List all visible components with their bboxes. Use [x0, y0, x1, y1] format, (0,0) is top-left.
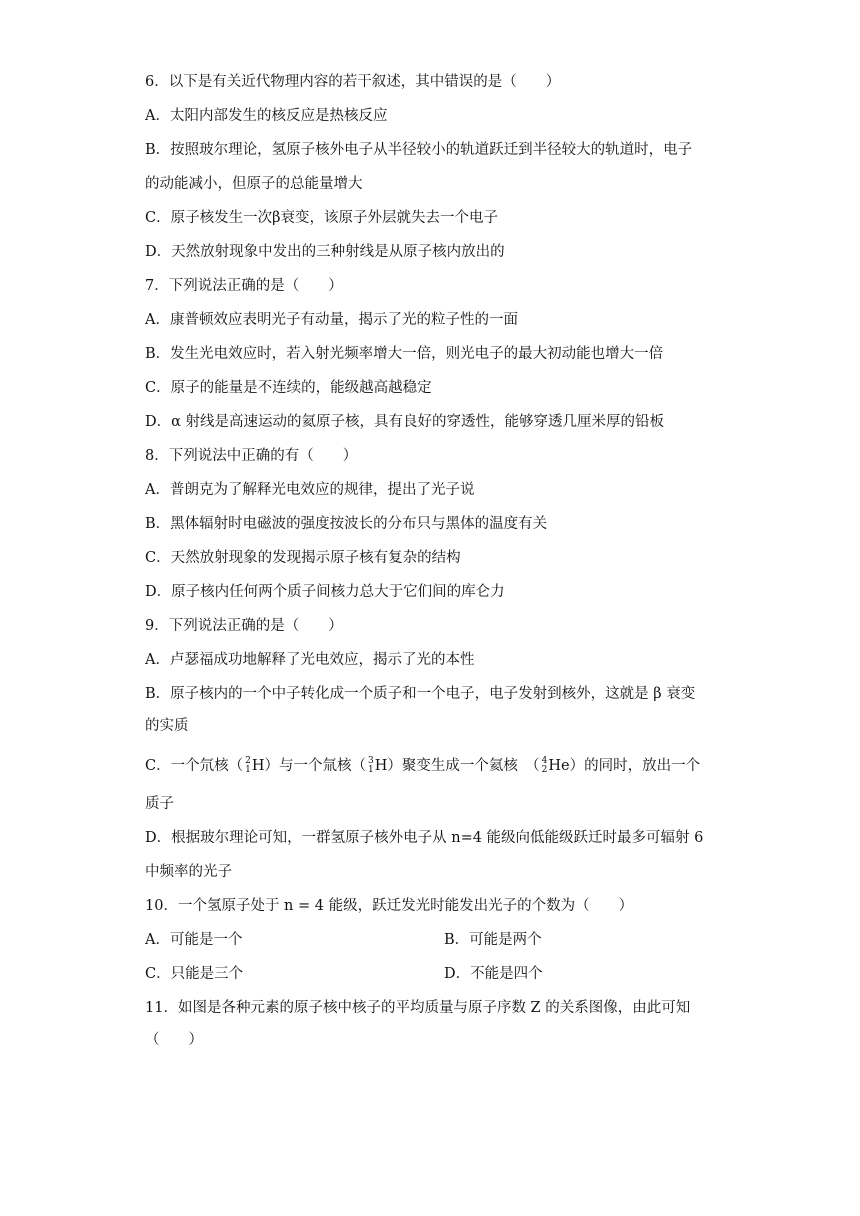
q9-c-text-2: ）与一个氚核（	[264, 758, 366, 774]
q9-c-text-4: ）的同时，放出一个	[569, 758, 701, 774]
q9-c-text-1: C．一个氘核（	[145, 758, 244, 774]
q7-option-d: D．α 射线是高速运动的氦原子核，具有良好的穿透性，能够穿透几厘米厚的铅板	[145, 414, 665, 430]
q8-option-a: A．普朗克为了解释光电效应的规律，提出了光子说	[145, 482, 475, 498]
q9-option-b-line2: 的实质	[145, 718, 189, 734]
q8-stem: 8．下列说法中正确的有（ ）	[145, 448, 358, 464]
tritium-isotope	[368, 757, 374, 775]
iso3-mass: 4	[541, 756, 548, 766]
q6-option-b-line2: 的动能减小，但原子的总能量增大	[145, 176, 363, 192]
q8-option-c: C．天然放射现象的发现揭示原子核有复杂的结构	[145, 550, 461, 566]
iso2-symbol: H	[374, 758, 388, 774]
q11-stem-paren: （ ）	[145, 1032, 203, 1048]
q6-option-a: A．太阳内部发生的核反应是热核反应	[145, 108, 388, 124]
q9-c-text-3: ）聚变生成一个氦核 （	[387, 758, 540, 774]
q6-option-c: C．原子核发生一次β衰变，该原子外层就失去一个电子	[145, 210, 498, 226]
q10-option-a: A．可能是一个	[145, 932, 243, 948]
q6-stem: 6．以下是有关近代物理内容的若干叙述，其中错误的是（ ）	[145, 74, 561, 90]
q9-option-c-line1	[145, 756, 700, 776]
iso1-mass: 2	[245, 756, 251, 766]
q7-option-a: A．康普顿效应表明光子有动量，揭示了光的粒子性的一面	[145, 312, 518, 328]
q7-option-c: C．原子的能量是不连续的，能级越高越稳定	[145, 380, 432, 396]
iso2-mass: 3	[368, 756, 374, 766]
q7-stem: 7．下列说法正确的是（ ）	[145, 278, 343, 294]
iso1-symbol: H	[251, 758, 265, 774]
q11-stem: 11．如图是各种元素的原子核中核子的平均质量与原子序数 Z 的关系图像，由此可知	[145, 1000, 691, 1016]
q10-option-d: D．不能是四个	[444, 966, 543, 982]
q9-option-c-line2: 质子	[145, 796, 174, 812]
q9-option-b-line1: B．原子核内的一个中子转化成一个质子和一个电子，电子发射到核外，这就是 β 衰变	[145, 686, 696, 702]
q9-stem: 9．下列说法正确的是（ ）	[145, 618, 343, 634]
q7-option-b: B．发生光电效应时，若入射光频率增大一倍，则光电子的最大初动能也增大一倍	[145, 346, 664, 362]
iso1-number: 1	[245, 765, 251, 775]
q10-option-c: C．只能是三个	[145, 966, 244, 982]
q8-option-d: D．原子核内任何两个质子间核力总大于它们间的库仑力	[145, 584, 505, 600]
q9-option-d-line2: 中频率的光子	[145, 864, 232, 880]
q9-option-a: A．卢瑟福成功地解释了光电效应，揭示了光的本性	[145, 652, 475, 668]
q9-option-d-line1: D．根据玻尔理论可知，一群氢原子核外电子从 n=4 能级向低能级跃迁时最多可辐射 6	[145, 830, 704, 846]
iso3-symbol: He	[548, 758, 570, 774]
deuterium-isotope	[245, 757, 251, 775]
q10-option-b: B．可能是两个	[444, 932, 542, 948]
q8-option-b: B．黑体辐射时电磁波的强度按波长的分布只与黑体的温度有关	[145, 516, 548, 532]
iso3-number: 2	[541, 765, 548, 775]
iso2-number: 1	[368, 765, 374, 775]
q10-stem: 10．一个氢原子处于 n = 4 能级，跃迁发光时能发出光子的个数为（ ）	[145, 898, 634, 914]
q6-option-b-line1: B．按照玻尔理论，氢原子核外电子从半径较小的轨道跃迁到半径较大的轨道时，电子	[145, 142, 693, 158]
q6-option-d: D．天然放射现象中发出的三种射线是从原子核内放出的	[145, 244, 505, 260]
helium-isotope	[542, 757, 548, 775]
